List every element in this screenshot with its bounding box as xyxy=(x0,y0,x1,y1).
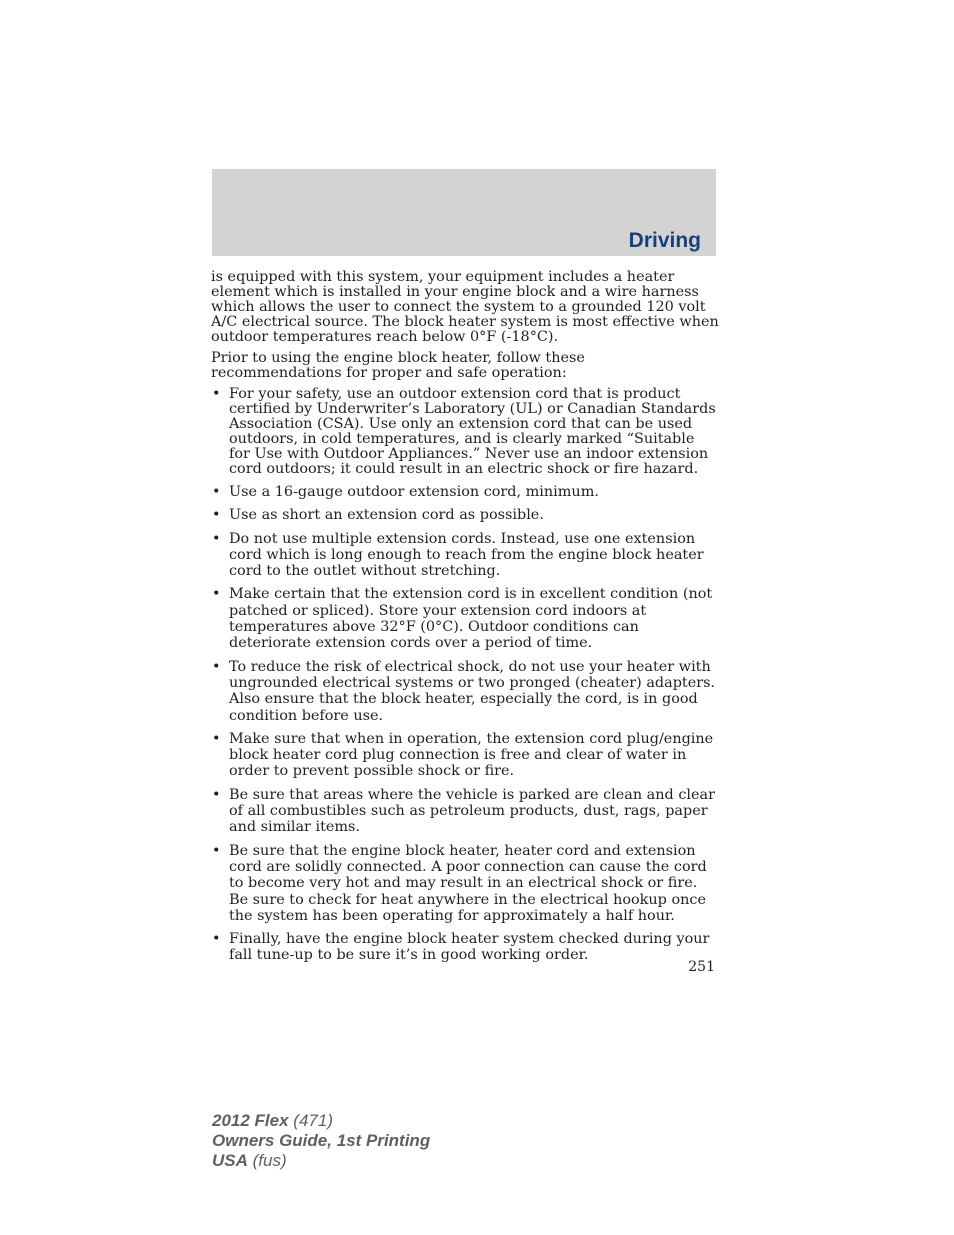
footer-market-code: (fus) xyxy=(252,1151,287,1170)
section-title: Driving xyxy=(628,229,701,252)
bullet-icon: • xyxy=(212,658,221,675)
footer-line-guide xyxy=(212,1131,430,1151)
section-header-band xyxy=(212,169,716,256)
bullet-icon: • xyxy=(212,484,221,500)
bullet-icon: • xyxy=(212,842,221,859)
intro-paragraph: is equipped with this system, your equipment includes a heater element which is installed in your engine block and a wire harness which allows the user to connect the system to a grounded 120 volt A/C electrical source. The block heater system is most effective when outdoor temperatures reach below 0°F (-18°C). xyxy=(211,269,719,345)
bullet-icon: • xyxy=(212,586,221,603)
list-item xyxy=(211,484,719,500)
list-item-text: Be sure that the engine block heater, heater cord and extension cord are solidly connected. A poor connection can cause the cord to become very hot and may result in an electrical shock or fire. Be sure to check for heat anywhere in the electrical hookup once the system has been operating for approximately a half hour. xyxy=(229,842,707,924)
list-item-text: Finally, have the engine block heater system checked during your fall tune-up to be sure it’s in good working order. xyxy=(229,931,710,964)
document-footer xyxy=(212,1111,430,1171)
list-item-text: Make sure that when in operation, the extension cord plug/engine block heater cord plug connection is free and clear of water in order to prevent possible shock or fire. xyxy=(229,730,714,780)
list-item-text: Use as short an extension cord as possible. xyxy=(229,507,544,524)
page-content xyxy=(211,270,719,971)
recommendations-list xyxy=(211,387,719,964)
list-item xyxy=(211,531,719,580)
list-item-text: For your safety, use an outdoor extension cord that is product certified by Underwriter’s Laboratory (UL) or Canadian Standards Association (CSA). Use only an extension cord that can be used outdoors, in cold temperatures, and is clearly marked “Suitable for Use with Outdoor Appliances.” Never use an indoor extension cord outdoors; it could result in an electric shock or fire hazard. xyxy=(229,386,716,477)
list-item-text: To reduce the risk of electrical shock, do not use your heater with ungrounded electrical systems or two pronged (cheater) adapters. Also ensure that the block heater, especially the cord, is in good condition before use. xyxy=(229,658,716,724)
footer-guide-edition: Owners Guide, 1st Printing xyxy=(212,1131,431,1150)
bullet-icon: • xyxy=(212,730,221,747)
list-item xyxy=(211,387,719,477)
footer-market: USA xyxy=(212,1151,248,1170)
bullet-icon: • xyxy=(212,386,221,402)
recommendations-intro: Prior to using the engine block heater, follow these recommendations for proper and safe operation: xyxy=(211,350,585,381)
list-item xyxy=(211,787,719,836)
list-item xyxy=(211,731,719,780)
footer-line-market xyxy=(212,1151,430,1171)
footer-model-year: 2012 Flex xyxy=(212,1111,289,1130)
list-item-text: Do not use multiple extension cords. Instead, use one extension cord which is long enough to reach from the engine block heater cord to the outlet without stretching. xyxy=(229,530,704,580)
list-item-text: Use a 16-gauge outdoor extension cord, minimum. xyxy=(229,484,599,500)
list-item xyxy=(211,586,719,651)
bullet-icon: • xyxy=(212,507,221,524)
bullet-icon: • xyxy=(212,786,221,803)
footer-model-code: (471) xyxy=(293,1111,333,1130)
list-item-text: Make certain that the extension cord is in excellent condition (not patched or spliced). Store your extension cord indoors at temperatures above 32°F (0°C). Outdoor conditions can deteriorate extension cords over a period of time. xyxy=(229,586,713,652)
list-item xyxy=(211,507,719,523)
list-item xyxy=(211,843,719,924)
bullet-icon: • xyxy=(212,931,221,948)
list-item xyxy=(211,659,719,724)
footer-line-model xyxy=(212,1111,430,1131)
list-item-text: Be sure that areas where the vehicle is parked are clean and clear of all combustibles such as petroleum products, dust, rags, paper and similar items. xyxy=(229,786,715,836)
bullet-icon: • xyxy=(212,530,221,547)
page-number: 251 xyxy=(688,959,715,975)
